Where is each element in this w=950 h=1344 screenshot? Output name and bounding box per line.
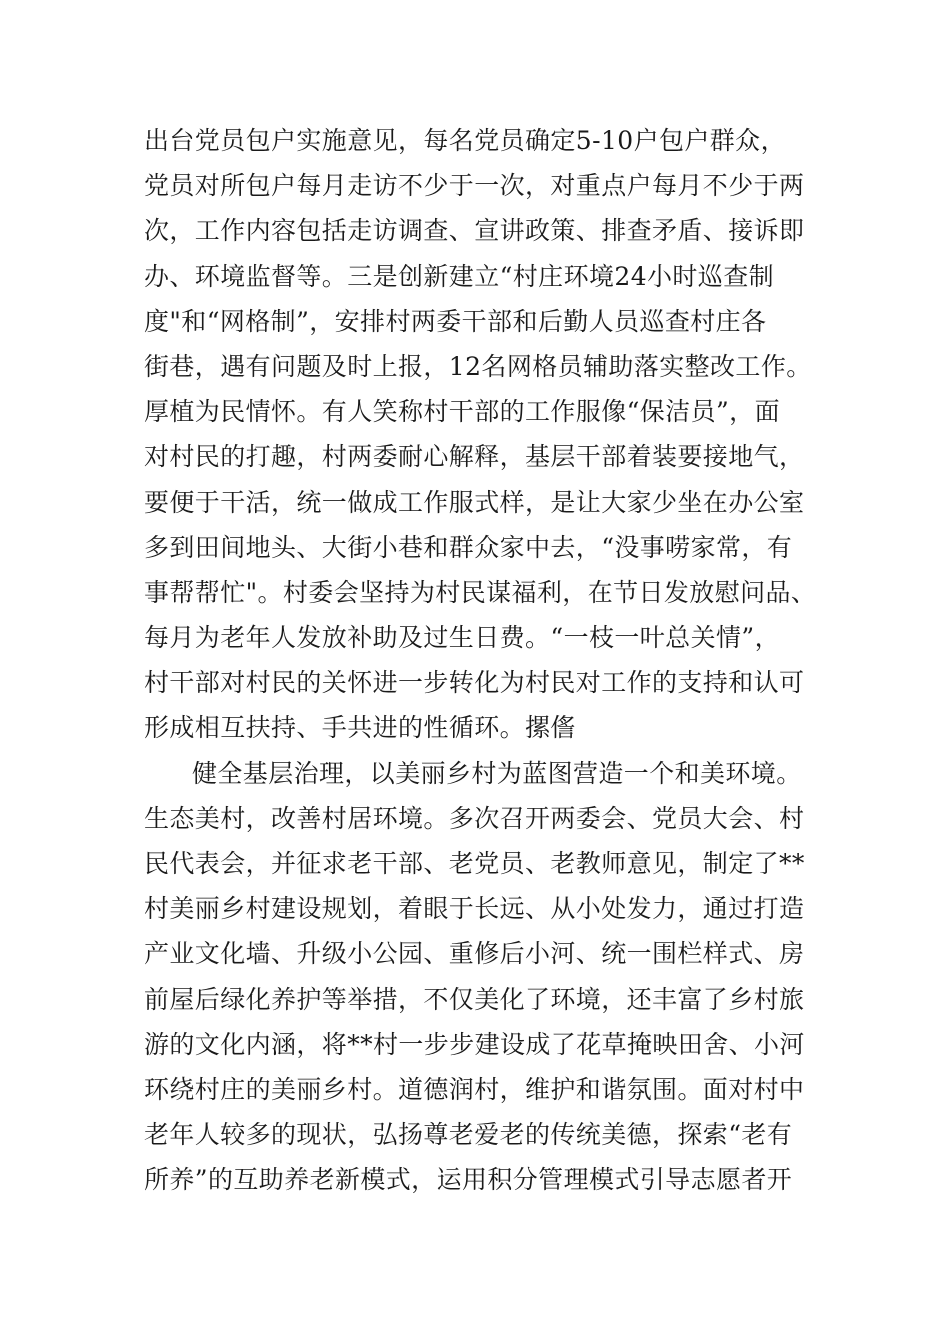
text-line: 游的文化内涵，将**村一步步建设成了花草掩映田舍、小河 xyxy=(144,1029,805,1059)
text-line: 办、环境监督等。三是创新建立“村庄环境24小时巡查制 xyxy=(144,261,774,291)
text-line: 每月为老年人发放补助及过生日费。“一枝一叶总关情”， xyxy=(144,623,780,653)
body-text xyxy=(144,118,834,1203)
text-line: 出台党员包户实施意见，每名党员确定5-10户包户群众， xyxy=(144,126,786,155)
text-line: 厚植为民情怀。有人笑称村干部的工作服像“保洁员”，面 xyxy=(144,397,780,427)
text-line: 形成相互扶持、手共进的性循环。摞㑾 xyxy=(144,713,576,743)
text-line: 民代表会，并征求老干部、老党员、老教师意见，制定了** xyxy=(144,849,805,878)
text-line: 度"和“网格制”，安排村两委干部和后勤人员巡查村庄各 xyxy=(144,306,767,336)
text-line: 多到田间地头、大街小巷和群众家中去，“没事唠家常，有 xyxy=(144,532,793,562)
text-line: 产业文化墙、升级小公园、重修后小河、统一围栏样式、房 xyxy=(144,939,805,969)
text-line: 村干部对村民的关怀进一步转化为村民对工作的支持和认可 xyxy=(144,668,805,698)
text-line: 要便于干活，统一做成工作服式样，是让大家少坐在办公室 xyxy=(144,487,805,517)
text-line: 老年人较多的现状，弘扬尊老爱老的传统美德，探索“老有 xyxy=(144,1120,793,1150)
text-line: 环绕村庄的美丽乡村。道德润村，维护和谐氛围。面对村中 xyxy=(144,1074,805,1104)
text-line: 村美丽乡村建设规划，着眼于长远、从小处发力，通过打造 xyxy=(144,894,805,924)
text-line: 对村民的打趣，村两委耐心解释，基层干部着装要接地气， xyxy=(144,442,805,472)
text-line: 次，工作内容包括走访调查、宣讲政策、排查矛盾、接诉即 xyxy=(144,216,805,246)
text-line: 街巷，遇有问题及时上报，12名网格员辅助落实整改工作。 xyxy=(144,351,812,381)
text-line: 前屋后绿化养护等举措，不仅美化了环境，还丰富了乡村旅 xyxy=(144,984,805,1014)
paragraph-start-line: 健全基层治理，以美丽乡村为蓝图营造一个和美环境。 xyxy=(192,758,802,788)
text-line: 所养”的互助养老新模式，运用积分管理模式引导志愿者开 xyxy=(144,1165,793,1195)
text-line: 事帮帮忙"。村委会坚持为村民谋福利，在节日发放慰问品、 xyxy=(144,577,817,607)
text-line: 党员对所包户每月走访不少于一次，对重点户每月不少于两 xyxy=(144,171,805,201)
text-line: 生态美村，改善村居环境。多次召开两委会、党员大会、村 xyxy=(144,803,805,833)
